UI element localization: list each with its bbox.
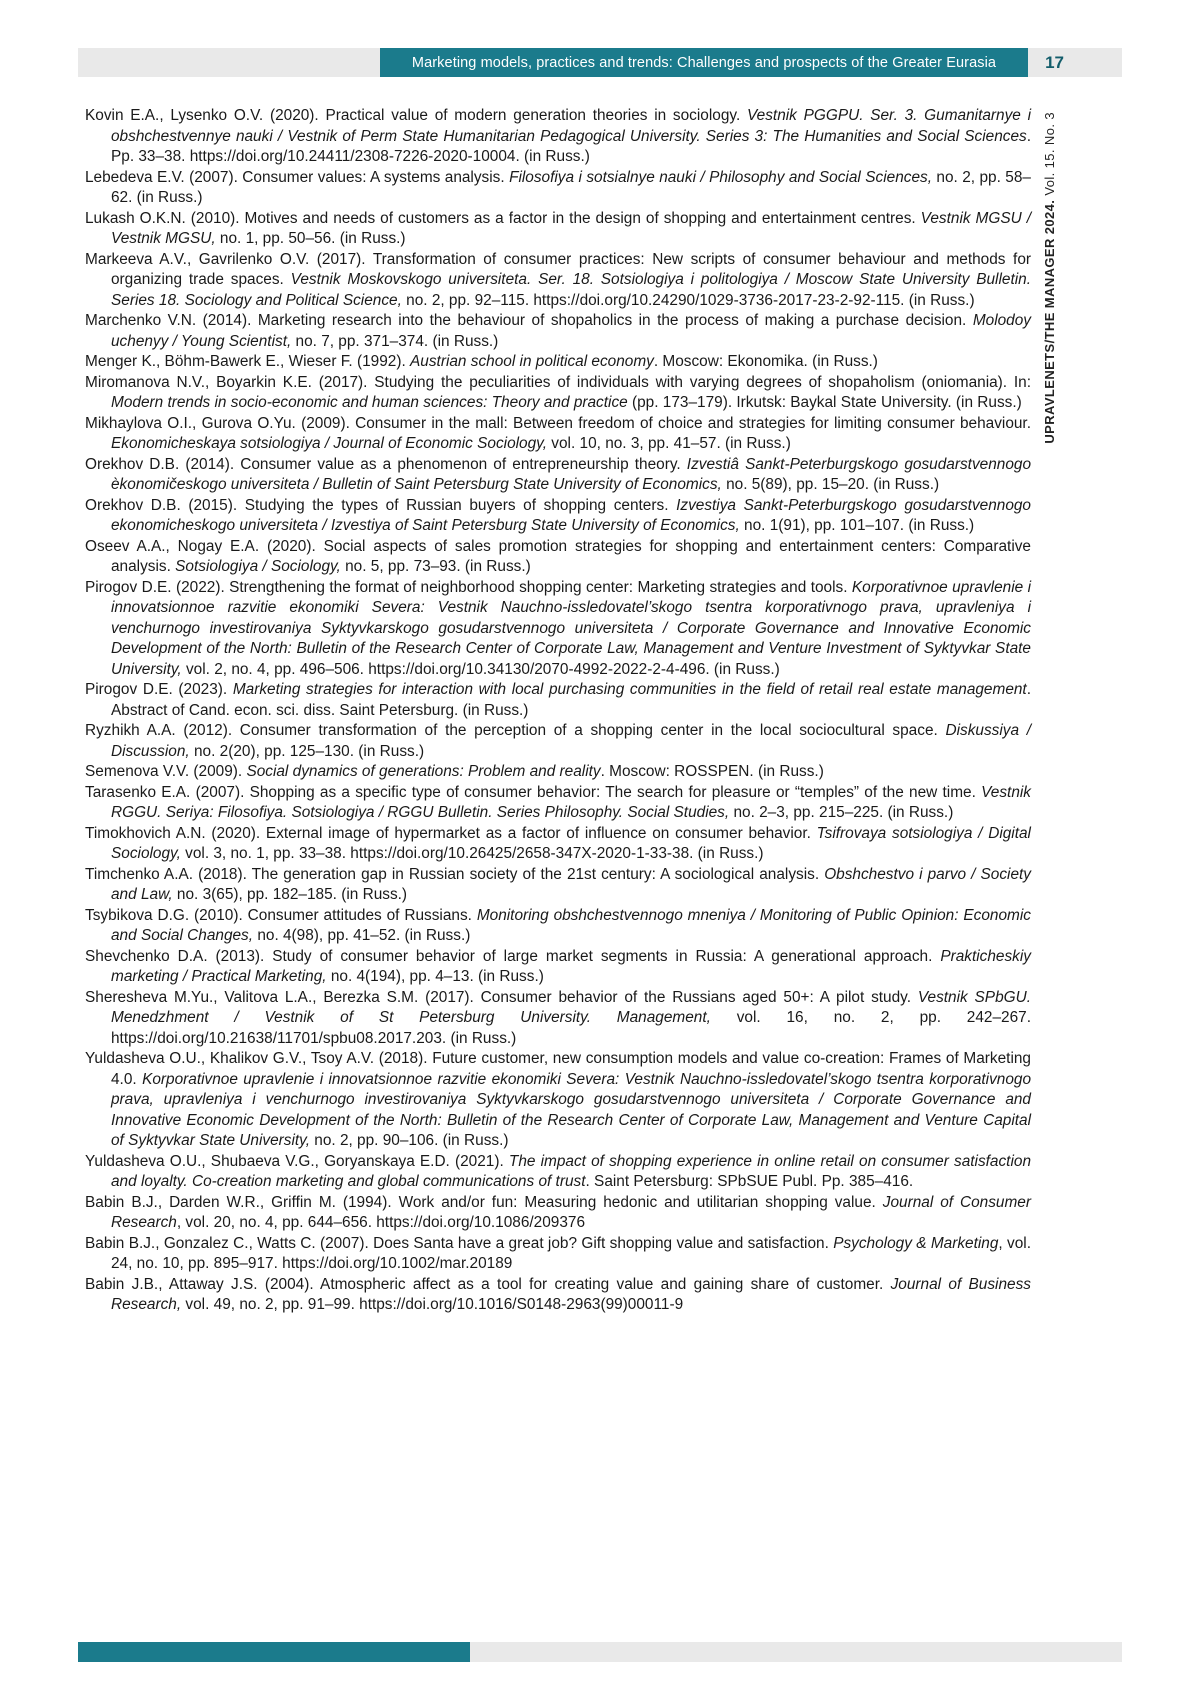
reference-text: Markeeva A.V., Gavrilenko O.V. (2017). Transformation of consumer practices: New scripts of consumer behaviour and methods for organizing trade spaces. (85, 250, 1031, 288)
journal-sidebar-label (1042, 112, 1057, 444)
reference-source-italic: Izvestiâ Sankt-Peterburgskogo gosudarstvennogo èkonomičeskogo universiteta / Bulletin of Saint Petersburg State University of Economics, (111, 455, 1032, 493)
reference-text: . Moscow: Ekonomika. (in Russ.) (653, 353, 878, 370)
reference-text: vol. 49, no. 2, pp. 91–99. https://doi.org/10.1016/S0148-2963(99)00011-9 (181, 1296, 684, 1313)
reference-entry (85, 762, 1031, 783)
reference-source-italic: Vestnik PGGPU. Ser. 3. Gumanitarnye i obshchestvennye nauki / Vestnik of Perm State Humanitarian Pedagogical University. Series 3: The Humanities and Social Sciences (111, 107, 1032, 145)
reference-entry (85, 311, 1031, 352)
reference-text: Yuldasheva O.U., Khalikov G.V., Tsoy A.V. (2018). Future customer, new consumption models and value co-creation: Frames of Marketing 4.0. (85, 1050, 1031, 1088)
reference-source-italic: Molodoy uchenyy / Young Scientist, (111, 312, 1031, 350)
journal-name-vertical: UPRAVLENETS/THE MANAGER 2024. (1042, 199, 1057, 444)
reference-text: Miromanova N.V., Boyarkin K.E. (2017). Studying the peculiarities of individuals with varying degrees of shopaholism (oniomania). In: (85, 373, 1031, 391)
reference-entry (85, 250, 1031, 312)
reference-source-italic: Monitoring obshchestvennogo mneniya / Monitoring of Public Opinion: Economic and Social Changes, (111, 906, 1031, 944)
reference-source-italic: Austrian school in political economy (410, 353, 654, 370)
reference-source-italic: Vestnik RGGU. Seriya: Filosofiya. Sotsiologiya / RGGU Bulletin. Series Philosophy. Social Studies, (111, 783, 1031, 821)
header-strip (78, 48, 1122, 77)
reference-entry (85, 352, 1031, 373)
reference-text: Lebedeva E.V. (2007). Consumer values: A systems analysis. (85, 168, 510, 186)
reference-source-italic: Obshchestvo i parvo / Society and Law, (111, 865, 1031, 903)
reference-text: vol. 2, no. 4, pp. 496–506. https://doi.org/10.34130/2070-4992-2022-2-4-496. (in Russ.) (181, 660, 780, 678)
reference-source-italic: Korporativnoe upravlenie i innovatsionnoe razvitie ekonomiki Severa: Vestnik Nauchno-issledovatel’skogo tsentra korporativnogo prava, upravleniya i venchurnogo investirovaniya Syktyvkarskogo gosudarstvennogo universiteta / Corporate Governance and Innovative Economic Development of the North: Bulletin of the Research Center of Corporate Law, Management and Venture Investment of Syktyvkar State University, (111, 578, 1032, 678)
reference-source-italic: The impact of shopping experience in online retail on consumer satisfaction and loyalty. Co-creation marketing and global communications of trust (111, 1152, 1031, 1190)
reference-text: no. 2, pp. 58–62. (in Russ.) (111, 168, 1031, 206)
reference-text: no. 4(98), pp. 41–52. (in Russ.) (253, 927, 471, 944)
reference-source-italic: Psychology & Marketing (833, 1234, 999, 1252)
reference-text: Semenova V.V. (2009). (85, 763, 247, 780)
reference-text: no. 5, pp. 73–93. (in Russ.) (340, 558, 531, 575)
reference-text: no. 4(194), pp. 4–13. (in Russ.) (326, 968, 544, 985)
reference-text: no. 2(20), pp. 125–130. (in Russ.) (189, 742, 425, 760)
references-list (85, 106, 1031, 1316)
reference-entry (85, 578, 1031, 681)
reference-source-italic: Vestnik Moskovskogo universiteta. Ser. 18. Sotsiologiya i politologiya / Moscow State University Bulletin. Series 18. Sociology and Political Science, (111, 271, 1031, 309)
reference-text: Marchenko V.N. (2014). Marketing research into the behaviour of shopaholics in the process of making a purchase decision. (85, 312, 973, 329)
reference-text: no. 2, pp. 92–115. https://doi.org/10.24290/1029-3736-2017-23-2-92-115. (in Russ.) (401, 291, 975, 309)
reference-source-italic: Korporativnoe upravlenie i innovatsionnoe razvitie ekonomiki Severa: Vestnik Nauchno-issledovatel’skogo tsentra korporativnogo prava, upravleniya i venchurnogo investirovaniya Syktyvkarskogo gosudarstvennogo universiteta / Corporate Governance and Innovative Economic Development of the North: Bulletin of the Research Center of Corporate Law, Management and Venture Capital of Syktyvkar State University, (111, 1070, 1032, 1149)
reference-text: Pirogov D.E. (2023). (85, 681, 233, 698)
reference-text: Yuldasheva O.U., Shubaeva V.G., Goryanskaya E.D. (2021). (85, 1152, 509, 1170)
reference-text: Tarasenko E.A. (2007). Shopping as a specific type of consumer behavior: The search for pleasure or “temples” of the new time. (85, 783, 982, 801)
reference-entry (85, 168, 1031, 209)
reference-text: no. 2, pp. 90–106. (in Russ.) (310, 1132, 509, 1149)
reference-source-italic: Journal of Consumer Research (111, 1193, 1031, 1231)
reference-text: vol. 3, no. 1, pp. 33–38. https://doi.org/10.26425/2658-347X-2020-1-33-38. (in Russ.) (180, 845, 764, 862)
reference-entry (85, 1234, 1031, 1275)
reference-entry (85, 721, 1031, 762)
reference-text: . Abstract of Cand. econ. sci. diss. Saint Petersburg. (in Russ.) (111, 681, 1031, 719)
reference-text: Pirogov D.E. (2022). Strengthening the format of neighborhood shopping center: Marketing strategies and tools. (85, 578, 852, 596)
reference-text: no. 2–3, pp. 215–225. (in Russ.) (729, 804, 954, 821)
reference-source-italic: Journal of Business Research, (111, 1275, 1031, 1313)
footer-accent-bar (78, 1642, 470, 1662)
reference-entry (85, 414, 1031, 455)
reference-text: Lukash O.K.N. (2010). Motives and needs of customers as a factor in the design of shopping and entertainment centres. (85, 209, 921, 227)
reference-text: Ryzhikh A.A. (2012). Consumer transformation of the perception of a shopping center in the local sociocultural space. (85, 722, 946, 739)
reference-source-italic: Ekonomicheskaya sotsiologiya / Journal of Economic Sociology, (111, 435, 548, 452)
reference-entry (85, 496, 1031, 537)
reference-entry (85, 1193, 1031, 1234)
reference-entry (85, 988, 1031, 1050)
reference-entry (85, 680, 1031, 721)
reference-entry (85, 537, 1031, 578)
reference-source-italic: Vestnik SPbGU. Menedzhment / Vestnik of St Petersburg University. Management, (111, 988, 1031, 1026)
reference-text: vol. 10, no. 3, pp. 41–57. (in Russ.) (547, 435, 791, 452)
running-head-title: Marketing models, practices and trends: Challenges and prospects of the Greater Eurasia (411, 54, 997, 71)
reference-text: Sheresheva M.Yu., Valitova L.A., Berezka S.M. (2017). Consumer behavior of the Russians aged 50+: A pilot study. (85, 988, 918, 1006)
footer-strip (78, 1642, 1122, 1662)
reference-text: . Saint Petersburg: SPbSUE Publ. Pp. 385–416. (585, 1173, 914, 1190)
reference-entry (85, 906, 1031, 947)
reference-entry (85, 1152, 1031, 1193)
reference-text: Orekhov D.B. (2014). Consumer value as a phenomenon of entrepreneurship theory. (85, 455, 687, 473)
reference-text: . Moscow: ROSSPEN. (in Russ.) (600, 763, 824, 780)
reference-text: Menger K., Böhm-Bawerk E., Wieser F. (1992). (85, 353, 411, 370)
reference-entry (85, 106, 1031, 168)
reference-text: Oseev A.A., Nogay E.A. (2020). Social aspects of sales promotion strategies for shopping and entertainment centers: Comparative analysis. (85, 537, 1031, 575)
running-head-bar (380, 48, 1028, 77)
reference-source-italic: Izvestiya Sankt-Peterburgskogo gosudarstvennogo ekonomicheskogo universiteta / Izvestiya of Saint Petersburg State University of Economics, (111, 496, 1031, 534)
reference-text: Shevchenko D.A. (2013). Study of consumer behavior of large market segments in Russia: A generational approach. (85, 947, 941, 965)
reference-entry (85, 947, 1031, 988)
reference-text: , vol. 20, no. 4, pp. 644–656. https://doi.org/10.1086/209376 (176, 1214, 586, 1231)
reference-text: Babin B.J., Darden W.R., Griffin M. (1994). Work and/or fun: Measuring hedonic and utilitarian shopping value. (85, 1193, 883, 1211)
reference-text: no. 1(91), pp. 101–107. (in Russ.) (739, 517, 975, 534)
reference-source-italic: Marketing strategies for interaction with local purchasing communities in the field of retail real estate management (232, 681, 1027, 698)
reference-text: Tsybikova D.G. (2010). Consumer attitudes of Russians. (85, 906, 477, 924)
reference-text: Kovin E.A., Lysenko O.V. (2020). Practical value of modern generation theories in sociology. (85, 107, 747, 124)
reference-entry (85, 783, 1031, 824)
reference-entry (85, 373, 1031, 414)
journal-issue-vertical: Vol. 15. No. 3 (1042, 112, 1057, 200)
reference-text: , vol. 24, no. 10, pp. 895–917. https://doi.org/10.1002/mar.20189 (111, 1234, 1031, 1272)
reference-text: Timokhovich A.N. (2020). External image of hypermarket as a factor of influence on consumer behavior. (85, 824, 817, 842)
reference-text: . Pp. 33–38. https://doi.org/10.24411/2308-7226-2020-10004. (in Russ.) (111, 127, 1031, 165)
page-number: 17 (1045, 52, 1064, 72)
reference-text: no. 3(65), pp. 182–185. (in Russ.) (172, 886, 408, 903)
reference-source-italic: Sotsiologiya / Sociology, (175, 558, 341, 575)
reference-text: Orekhov D.B. (2015). Studying the types of Russian buyers of shopping centers. (85, 496, 677, 514)
reference-entry (85, 1275, 1031, 1316)
reference-text: no. 5(89), pp. 15–20. (in Russ.) (721, 476, 940, 493)
reference-entry (85, 209, 1031, 250)
reference-source-italic: Modern trends in socio-economic and human sciences: Theory and practice (111, 394, 628, 411)
reference-source-italic: Social dynamics of generations: Problem and reality (246, 763, 601, 780)
reference-source-italic: Diskussiya / Discussion, (111, 722, 1031, 760)
reference-source-italic: Filosofiya i sotsialnye nauki / Philosophy and Social Sciences, (509, 168, 932, 186)
reference-entry (85, 455, 1031, 496)
reference-source-italic: Vestnik MGSU / Vestnik MGSU, (111, 209, 1031, 247)
reference-entry (85, 1049, 1031, 1152)
reference-entry (85, 865, 1031, 906)
reference-text: Mikhaylova O.I., Gurova O.Yu. (2009). Consumer in the mall: Between freedom of choice and strategies for limiting consumer behaviour. (85, 414, 1031, 432)
reference-entry (85, 824, 1031, 865)
reference-source-italic: Prakticheskiy marketing / Practical Marketing, (111, 947, 1031, 985)
reference-text: Babin J.B., Attaway J.S. (2004). Atmospheric affect as a tool for creating value and gaining share of customer. (85, 1275, 891, 1293)
reference-text: Timchenko A.A. (2018). The generation gap in Russian society of the 21st century: A sociological analysis. (85, 865, 825, 883)
reference-text: no. 1, pp. 50–56. (in Russ.) (215, 230, 406, 247)
reference-text: no. 7, pp. 371–374. (in Russ.) (291, 332, 499, 350)
reference-source-italic: Tsifrovaya sotsiologiya / Digital Sociology, (111, 824, 1031, 862)
reference-text: vol. 16, no. 2, pp. 242–267. https://doi.org/10.21638/11701/spbu08.2017.203. (in Russ.) (111, 1009, 1031, 1047)
reference-text: Babin B.J., Gonzalez C., Watts C. (2007). Does Santa have a great job? Gift shopping value and satisfaction. (85, 1234, 834, 1252)
reference-text: (pp. 173–179). Irkutsk: Baykal State University. (in Russ.) (627, 394, 1022, 411)
